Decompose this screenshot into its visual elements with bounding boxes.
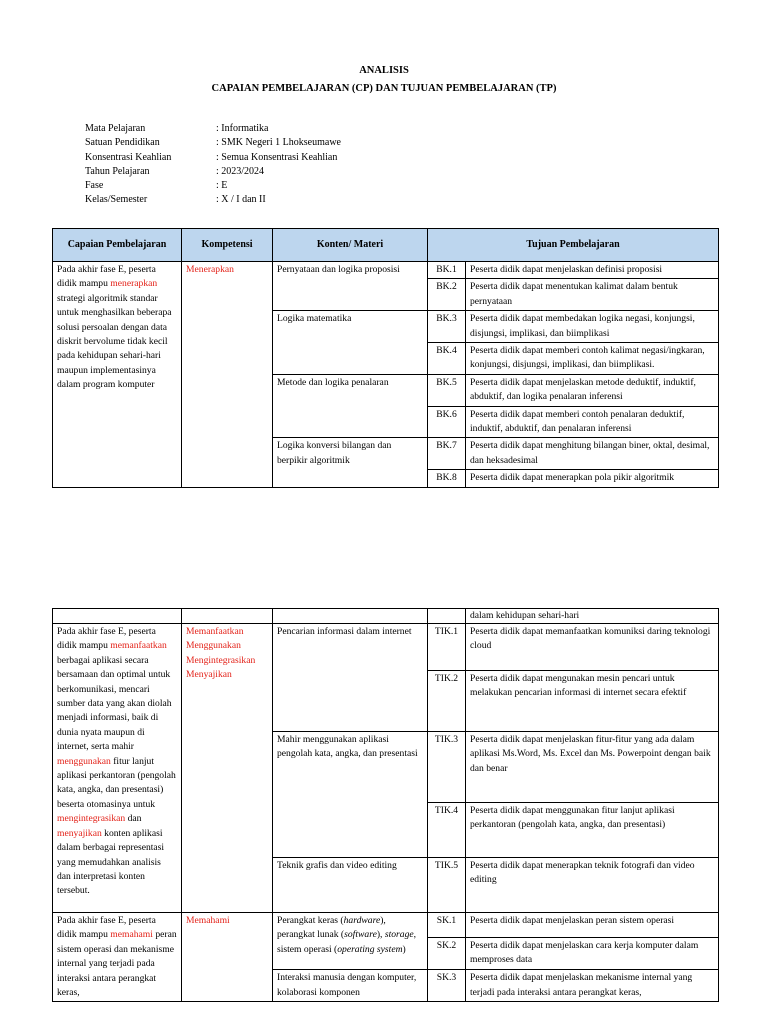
header-cp: Capaian Pembelajaran	[53, 229, 182, 262]
tp-text: Peserta didik dapat menjelaskan cara kerja komputer dalam memproses data	[466, 938, 719, 970]
konten-cell: Metode dan logika penalaran	[273, 374, 428, 438]
meta-block	[85, 122, 341, 208]
doc-title: ANALISIS	[359, 65, 409, 76]
tp-text: Peserta didik dapat menjelaskan fitur-fitur yang ada dalam aplikasi Ms.Word, Ms. Excel dan Ms. Powerpoint dengan baik dan benar	[466, 732, 719, 803]
tp-text: dalam kehidupan sehari-hari	[466, 609, 719, 624]
cp-cell: Pada akhir fase E, peserta didik mampu memahami peran sistem operasi dan mekanisme internal yang terjadi pada interaksi antara perangkat keras,	[53, 913, 182, 1002]
meta-row-concentration	[85, 151, 341, 165]
tp-text: Peserta didik dapat mengunakan mesin pencari untuk melakukan pencarian informasi di internet secara efektif	[466, 671, 719, 732]
meta-value: : SMK Negeri 1 Lhokseumawe	[216, 137, 341, 149]
doc-subtitle: CAPAIAN PEMBELAJARAN (CP) DAN TUJUAN PEMBELAJARAN (TP)	[211, 83, 557, 94]
tp-text: Peserta didik dapat menentukan kalimat dalam bentuk pernyataan	[466, 279, 719, 311]
konten-cell: Perangkat keras (hardware), perangkat lunak (software), storage, sistem operasi (operating system)	[273, 913, 428, 970]
highlight-verb: menerapkan	[110, 278, 158, 290]
tp-text: Peserta didik dapat menjelaskan peran sistem operasi	[466, 913, 719, 938]
tp-text: Peserta didik dapat menggunakan fitur lanjut aplikasi perkantoran (pengolah kata, angka, dan presentasi)	[466, 803, 719, 858]
konten-cell: Logika matematika	[273, 311, 428, 375]
tp-code: BK.8	[428, 470, 466, 487]
tp-text: Peserta didik dapat menjelaskan mekanisme internal yang terjadi pada interaksi antara perangkat keras,	[466, 970, 719, 1002]
tp-code: SK.2	[428, 938, 466, 970]
tp-text: Peserta didik dapat memberi contoh penalaran deduktif, induktif, abduktif, dan penalaran inferensi	[466, 406, 719, 438]
tp-code: BK.5	[428, 374, 466, 406]
tp-code: TIK.1	[428, 624, 466, 671]
table-row	[53, 262, 719, 279]
konten-cell: Mahir menggunakan aplikasi pengolah kata, angka, dan presentasi	[273, 732, 428, 858]
tp-text: Peserta didik dapat memberi contoh kalimat negasi/ingkaran, konjungsi, disjungsi, implikasi, dan biimplikasi.	[466, 343, 719, 375]
meta-value: : X / I dan II	[216, 194, 266, 206]
tp-text: Peserta didik dapat menerapkan pola pikir algoritmik	[466, 470, 719, 487]
meta-row-phase	[85, 179, 341, 193]
header-tp: Tujuan Pembelajaran	[428, 229, 719, 262]
cp-cell: Pada akhir fase E, peserta didik mampu memanfaatkan berbagai aplikasi secara bersamaan dan optimal untuk berkomunikasi, mencari sumber data yang akan diolah menjadi informasi, baik di dunia nyata maupun di internet, serta mahir menggunakan fitur lanjut aplikasi perkantoran (pengolah kata, angka, dan presentasi) beserta otomasinya untuk mengintegrasikan dan menyajikan konten aplikasi dalam berbagai representasi yang memudahkan analisis dan interpretasi konten tersebut.	[53, 624, 182, 913]
header-kompetensi: Kompetensi	[182, 229, 273, 262]
kompetensi-cell: Memahami	[182, 913, 273, 1002]
tp-text: Peserta didik dapat menjelaskan definisi proposisi	[466, 262, 719, 279]
tp-code: BK.2	[428, 279, 466, 311]
tp-code: SK.1	[428, 913, 466, 938]
meta-value: : Semua Konsentrasi Keahlian	[216, 151, 338, 163]
tp-code: TIK.5	[428, 858, 466, 913]
cp-cell: Pada akhir fase E, peserta didik mampu menerapkan strategi algoritmik standar untuk menghasilkan beberapa solusi persoalan dengan data diskrit bervolume tidak kecil pada kehidupan sehari-hari maupun implementasinya dalam program komputer	[53, 262, 182, 488]
highlight-verb: mengintegrasikan	[57, 813, 126, 825]
kompetensi-cell: Menerapkan	[182, 262, 273, 488]
tp-code: SK.3	[428, 970, 466, 1002]
meta-label: Mata Pelajaran	[85, 123, 146, 134]
highlight-verb: memahami	[110, 929, 153, 941]
meta-value: : 2023/2024	[216, 165, 265, 177]
meta-value: : Informatika	[216, 123, 269, 134]
meta-value: : E	[216, 180, 228, 192]
tp-text: Peserta didik dapat menjelaskan metode deduktif, induktif, abduktif, dan logika penalaran inferensi	[466, 374, 719, 406]
tp-code: TIK.3	[428, 732, 466, 803]
konten-cell: Logika konversi bilangan dan berpikir algoritmik	[273, 438, 428, 487]
header-konten: Konten/ Materi	[273, 229, 428, 262]
konten-cell: Pencarian informasi dalam internet	[273, 624, 428, 732]
tp-code: BK.6	[428, 406, 466, 438]
konten-cell: Interaksi manusia dengan komputer, kolaborasi komponen	[273, 970, 428, 1002]
highlight-verb: menggunakan	[57, 755, 111, 767]
kompetensi-cell: Memanfaatkan Menggunakan Mengintegrasikan Menyajikan	[182, 624, 273, 913]
meta-row-year	[85, 165, 341, 179]
meta-label: Fase	[85, 180, 104, 192]
meta-row-subject	[85, 122, 341, 136]
tp-code: BK.7	[428, 438, 466, 470]
cp-tp-table-2	[52, 608, 719, 1002]
tp-code: BK.1	[428, 262, 466, 279]
tp-code: BK.3	[428, 311, 466, 343]
konten-cell: Pernyataan dan logika proposisi	[273, 262, 428, 311]
meta-row-class	[85, 193, 341, 207]
meta-label: Kelas/Semester	[85, 194, 148, 206]
tp-text: Peserta didik dapat menghitung bilangan biner, oktal, desimal, dan heksadesimal	[466, 438, 719, 470]
tp-code: TIK.4	[428, 803, 466, 858]
table-row-carryover	[53, 609, 719, 624]
table-row	[53, 624, 719, 671]
table-row	[53, 913, 719, 938]
table-header-row	[53, 229, 719, 262]
cp-tp-table-1	[52, 228, 719, 488]
konten-cell: Teknik grafis dan video editing	[273, 858, 428, 913]
tp-code: BK.4	[428, 343, 466, 375]
tp-code: TIK.2	[428, 671, 466, 732]
meta-label: Satuan Pendidikan	[85, 137, 160, 149]
tp-text: Peserta didik dapat membedakan logika negasi, konjungsi, disjungsi, implikasi, dan biimplikasi	[466, 311, 719, 343]
tp-text: Peserta didik dapat memanfaatkan komuniksi daring teknologi cloud	[466, 624, 719, 671]
meta-label: Tahun Pelajaran	[85, 165, 150, 177]
tp-text: Peserta didik dapat menerapkan teknik fotografi dan video editing	[466, 858, 719, 913]
meta-label: Konsentrasi Keahlian	[85, 151, 172, 163]
highlight-verb: memanfaatkan	[110, 640, 167, 652]
highlight-verb: menyajikan	[57, 827, 102, 839]
meta-row-school	[85, 136, 341, 150]
